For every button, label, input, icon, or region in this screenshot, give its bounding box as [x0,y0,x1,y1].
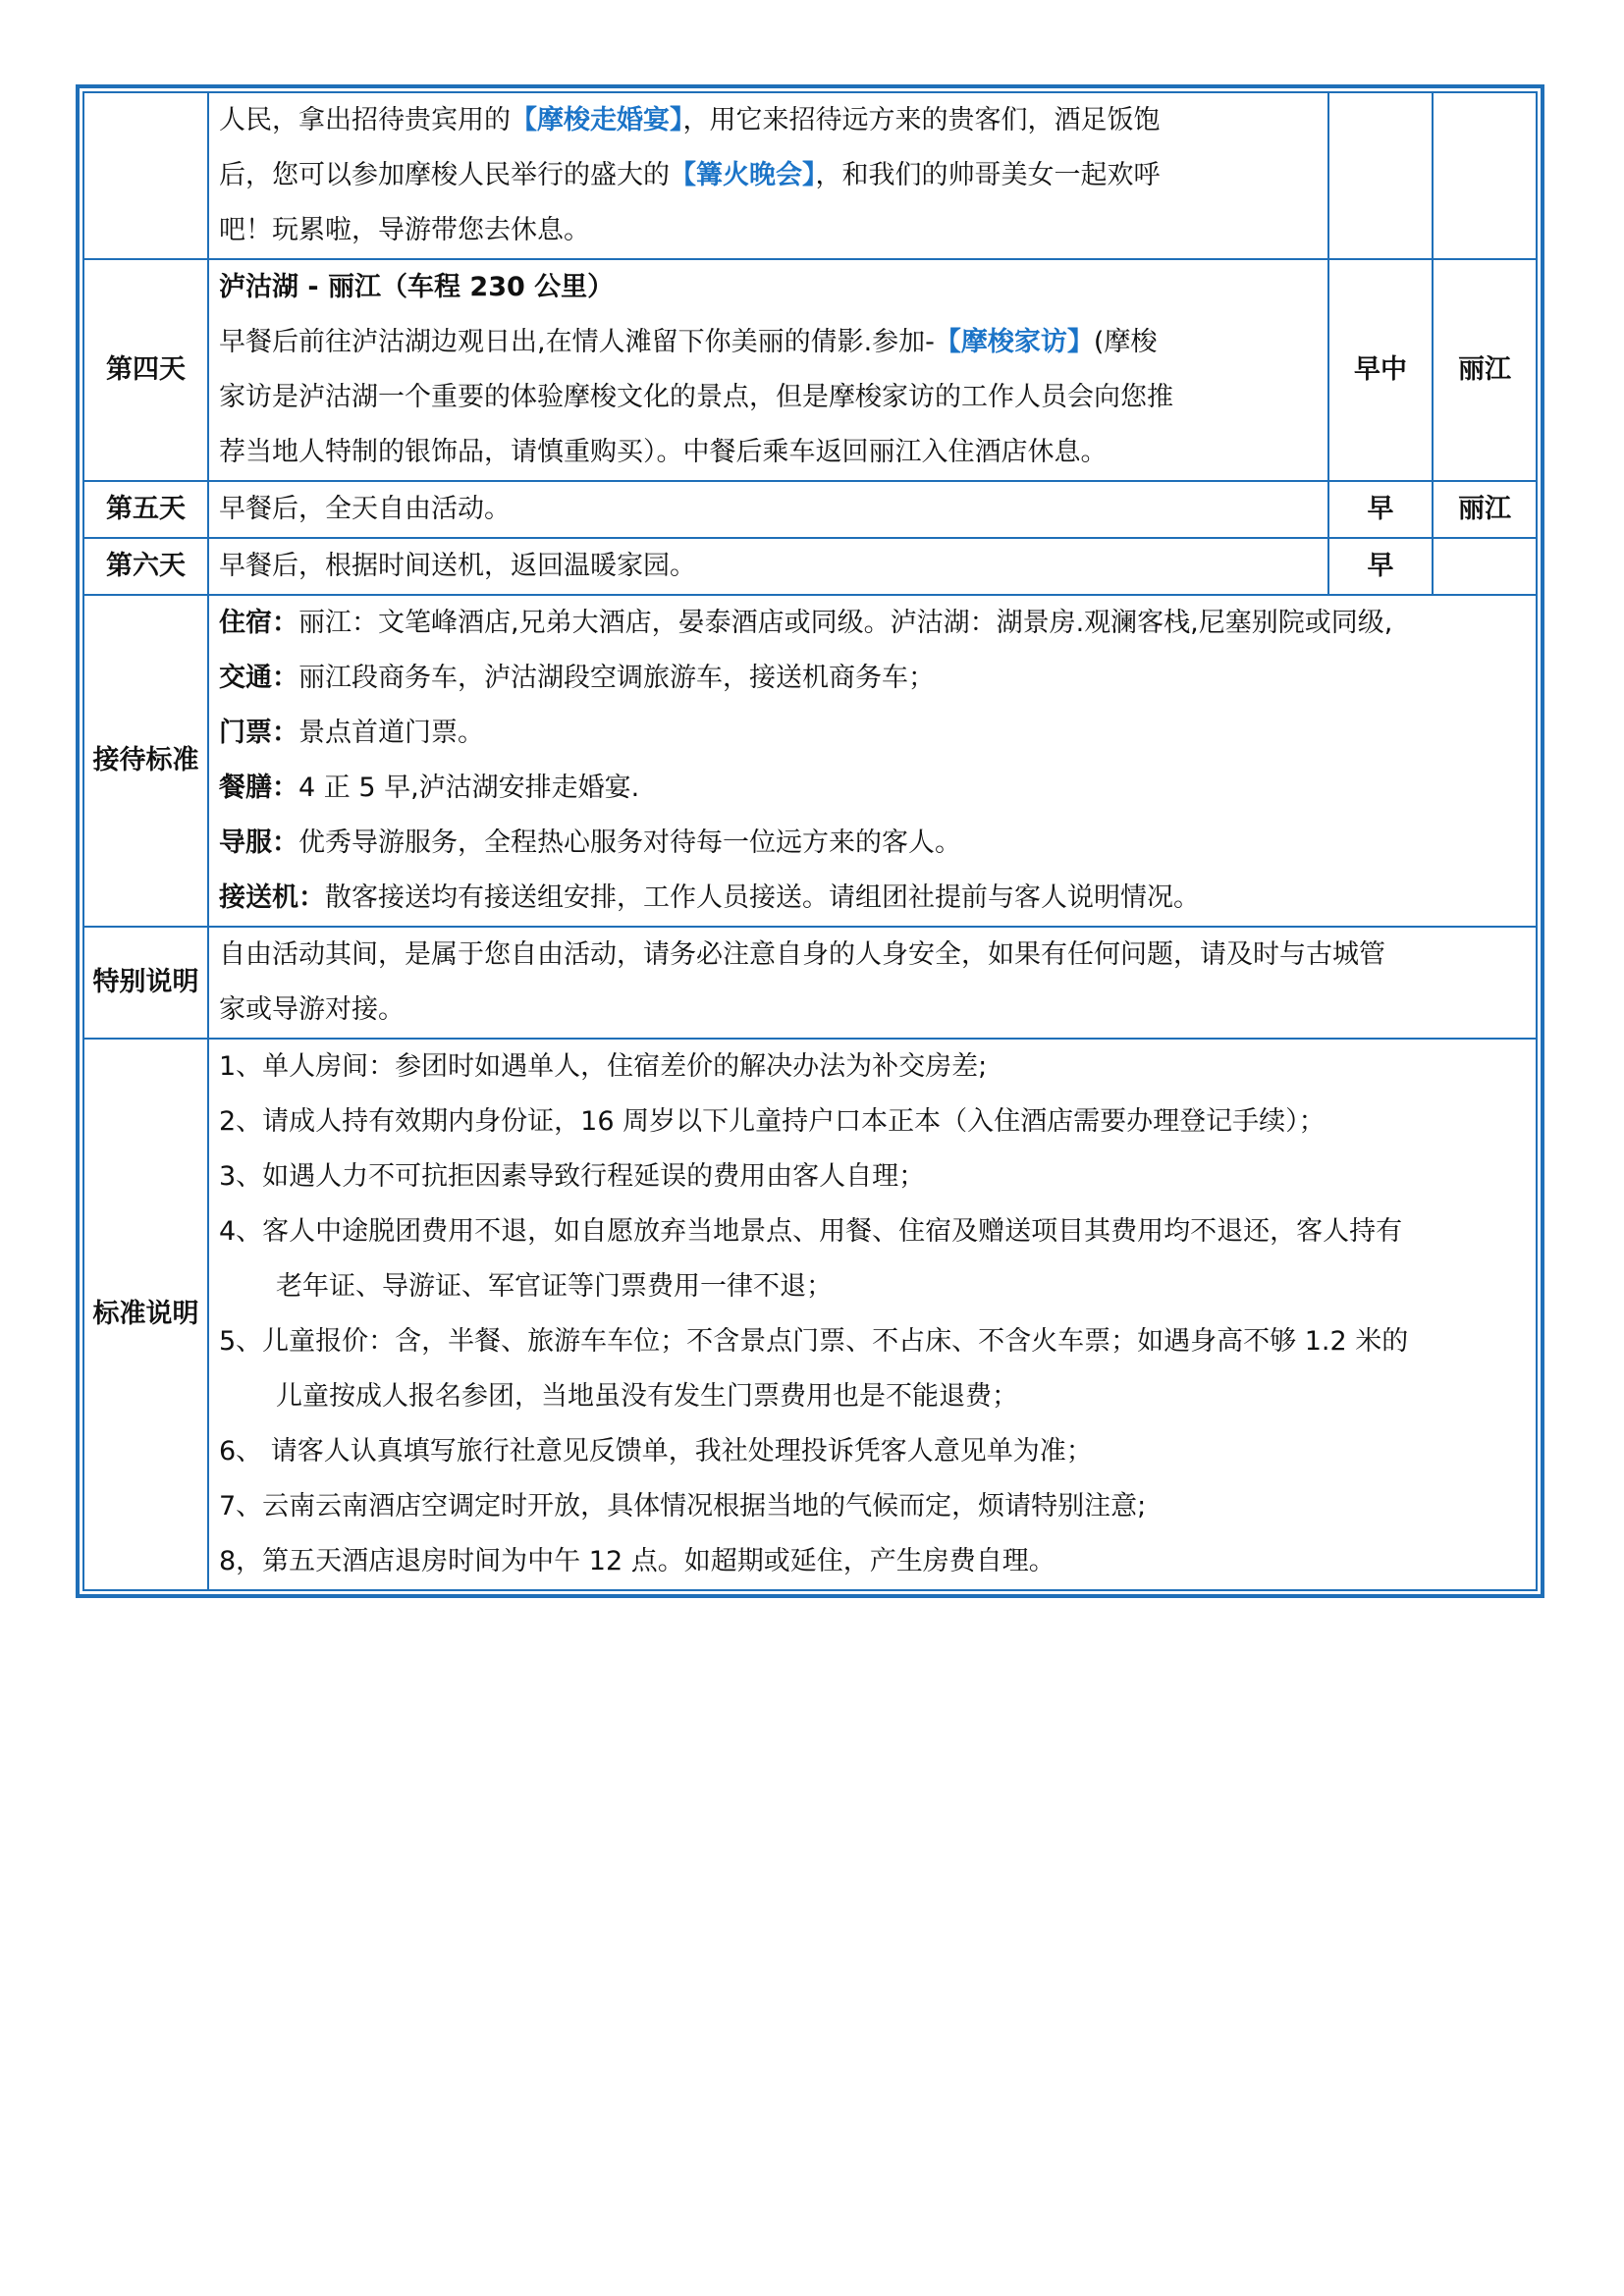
table-row-day4 [83,259,1537,481]
text-line: 家访是泸沽湖一个重要的体验摩梭文化的景点，但是摩梭家访的工作人员会向您推 [219,382,1173,412]
item-key: 交通： [219,663,298,693]
day-label: 第五天 [83,481,208,538]
item-key: 门票： [219,718,298,748]
table-row-reception [83,595,1537,927]
reception-item [219,871,1526,926]
reception-item [219,816,1526,871]
table-row-special [83,927,1537,1039]
day-label: 第六天 [83,538,208,595]
text-fragment: 后，您可以参加摩梭人民举行的盛大的 [219,160,670,190]
meal-cell: 早中 [1328,259,1433,481]
reception-details [208,595,1537,927]
reception-item [219,596,1526,651]
standard-details [208,1039,1537,1590]
text-fragment: (摩梭 [1093,327,1158,357]
item-key: 接送机： [219,882,325,913]
hotel-cell [1433,538,1537,595]
item-value: 4 正 5 早,泸沽湖安排走婚宴. [298,773,640,803]
meal-cell-empty [1328,92,1433,259]
hotel-cell-empty [1433,92,1537,259]
reception-item [219,651,1526,706]
day5-description: 早餐后，全天自由活动。 [208,481,1328,538]
table-row-day5 [83,481,1537,538]
day-cell-empty [83,92,208,259]
table-row-standard [83,1039,1537,1590]
item-value: 景点首道门票。 [298,718,484,748]
item-value: 丽江段商务车，泸沽湖段空调旅游车，接送机商务车； [298,663,935,693]
standard-line: 7、云南云南酒店空调定时开放，具体情况根据当地的气候而定，烦请特别注意; [219,1491,1147,1522]
table-row-day6 [83,538,1537,595]
standard-line: 6、 请客人认真填写旅行社意见反馈单，我社处理投诉凭客人意见单为准； [219,1436,1093,1467]
meal-cell: 早 [1328,538,1433,595]
standard-line: 儿童按成人报名参团，当地虽没有发生门票费用也是不能退费； [276,1381,1018,1412]
item-key: 住宿： [219,608,298,638]
standard-line: 1、单人房间：参团时如遇单人，住宿差价的解决办法为补交房差; [219,1051,988,1082]
item-value: 丽江：文笔峰酒店,兄弟大酒店，晏泰酒店或同级。泸沽湖：湖景房.观澜客栈,尼塞别院或同级, [298,608,1393,638]
item-value: 散客接送均有接送组安排，工作人员接送。请组团社提前与客人说明情况。 [325,882,1200,913]
day6-description: 早餐后，根据时间送机，返回温暖家园。 [208,538,1328,595]
itinerary-table [82,91,1538,1591]
section-label: 接待标准 [83,595,208,927]
item-key: 餐膳： [219,773,298,803]
day3-description [208,92,1328,259]
text-line: 自由活动其间，是属于您自由活动，请务必注意自身的人身安全，如果有任何问题，请及时与古城管 [219,939,1385,970]
standard-line: 3、如遇人力不可抗拒因素导致行程延误的费用由客人自理； [219,1161,926,1192]
highlight-bonfire-party: 【篝火晚会】 [670,160,816,190]
highlight-wedding-banquet: 【摩梭走婚宴】 [511,105,683,135]
text-fragment: ，用它来招待远方来的贵客们，酒足饭饱 [682,105,1161,135]
text-line: 家或导游对接。 [219,994,405,1025]
text-line: 吧！玩累啦，导游带您去休息。 [219,215,590,245]
itinerary-table-frame [76,84,1544,1598]
item-key: 导服： [219,828,298,858]
section-label: 特别说明 [83,927,208,1039]
item-value: 优秀导游服务，全程热心服务对待每一位远方来的客人。 [298,828,961,858]
route-title: 泸沽湖 - 丽江（车程 230 公里） [219,272,615,302]
highlight-home-visit: 【摩梭家访】 [934,327,1094,357]
standard-line: 老年证、导游证、军官证等门票费用一律不退； [276,1271,833,1302]
meal-cell: 早 [1328,481,1433,538]
text-fragment: 早餐后前往泸沽湖边观日出,在情人滩留下你美丽的倩影.参加- [219,327,935,357]
special-details [208,927,1537,1039]
hotel-cell: 丽江 [1433,481,1537,538]
standard-line: 2、请成人持有效期内身份证，16 周岁以下儿童持户口本正本（入住酒店需要办理登记手续）； [219,1106,1326,1137]
text-line: 荐当地人特制的银饰品，请慎重购买）。中餐后乘车返回丽江入住酒店休息。 [219,437,1108,467]
day-label: 第四天 [83,259,208,481]
hotel-cell: 丽江 [1433,259,1537,481]
table-row-day3-continued [83,92,1537,259]
reception-item [219,761,1526,816]
text-fragment: 人民，拿出招待贵宾用的 [219,105,511,135]
standard-line: 5、儿童报价：含，半餐、旅游车车位；不含景点门票、不占床、不含火车票；如遇身高不够 1.2 米的 [219,1326,1409,1357]
section-label: 标准说明 [83,1039,208,1590]
text-fragment: ，和我们的帅哥美女一起欢呼 [815,160,1161,190]
standard-line: 8，第五天酒店退房时间为中午 12 点。如超期或延住，产生房费自理。 [219,1546,1056,1576]
reception-item [219,706,1526,761]
standard-line: 4、客人中途脱团费用不退，如自愿放弃当地景点、用餐、住宿及赠送项目其费用均不退还，客人持有 [219,1216,1403,1247]
day4-description [208,259,1328,481]
